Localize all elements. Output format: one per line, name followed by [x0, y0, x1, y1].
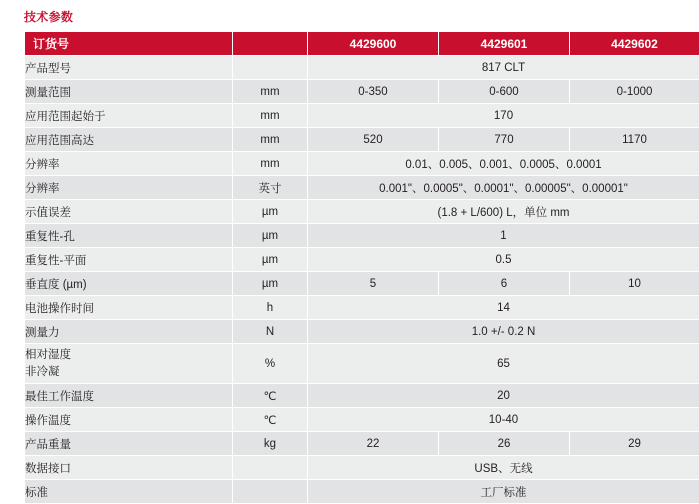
row-unit: ℃ — [233, 384, 308, 408]
row-label: 产品重量 — [25, 432, 233, 456]
row-unit: h — [233, 296, 308, 320]
row-label: 产品型号 — [25, 56, 233, 80]
row-value-all: 0.001"、0.0005"、0.0001"、0.00005"、0.00001" — [308, 176, 699, 200]
row-unit: µm — [233, 248, 308, 272]
row-label: 应用范围高达 — [25, 128, 233, 152]
row-value-1: 520 — [308, 128, 439, 152]
row-label: 测量力 — [25, 320, 233, 344]
column-header-unit — [233, 32, 308, 56]
column-header-article-4429602: 4429602 — [570, 32, 699, 56]
table-row — [25, 128, 699, 152]
row-value-1: 0-350 — [308, 80, 439, 104]
row-unit: N — [233, 320, 308, 344]
table-row — [25, 480, 699, 504]
row-unit: µm — [233, 200, 308, 224]
row-value-all: USB、无线 — [308, 456, 699, 480]
row-label: 测量范围 — [25, 80, 233, 104]
row-label: 重复性-孔 — [25, 224, 233, 248]
table-row — [25, 344, 699, 384]
row-value-2: 6 — [439, 272, 570, 296]
table-row — [25, 224, 699, 248]
row-value-all: 817 CLT — [308, 56, 699, 80]
row-unit: % — [233, 344, 308, 384]
row-label: 相对湿度 — [25, 347, 232, 364]
row-value-all: 65 — [308, 344, 699, 384]
table-row — [25, 200, 699, 224]
row-value-2: 26 — [439, 432, 570, 456]
table-row — [25, 320, 699, 344]
row-value-all: 20 — [308, 384, 699, 408]
table-row — [25, 176, 699, 200]
table-body — [25, 56, 699, 504]
row-value-3: 10 — [570, 272, 699, 296]
table-row — [25, 384, 699, 408]
row-value-all: 170 — [308, 104, 699, 128]
row-value-all: 0.5 — [308, 248, 699, 272]
row-value-3: 1170 — [570, 128, 699, 152]
row-unit — [233, 480, 308, 504]
table-row — [25, 296, 699, 320]
table-row — [25, 104, 699, 128]
row-unit: 英寸 — [233, 176, 308, 200]
row-unit — [233, 456, 308, 480]
table-row — [25, 56, 699, 80]
table-header — [25, 32, 699, 56]
table-row — [25, 152, 699, 176]
row-label: 垂直度 (µm) — [25, 272, 233, 296]
row-unit: mm — [233, 104, 308, 128]
row-unit: µm — [233, 272, 308, 296]
row-value-all: 1 — [308, 224, 699, 248]
row-value-3: 0-1000 — [570, 80, 699, 104]
technical-specifications-table — [24, 31, 699, 504]
row-value-2: 770 — [439, 128, 570, 152]
row-unit: mm — [233, 152, 308, 176]
row-unit — [233, 56, 308, 80]
row-label: 标准 — [25, 480, 233, 504]
row-label: 数据接口 — [25, 456, 233, 480]
row-value-all: 10-40 — [308, 408, 699, 432]
row-unit: µm — [233, 224, 308, 248]
row-label: 电池操作时间 — [25, 296, 233, 320]
row-value-all: 0.01、0.005、0.001、0.0005、0.0001 — [308, 152, 699, 176]
table-row — [25, 432, 699, 456]
table-header-row — [25, 32, 699, 56]
column-header-article-4429601: 4429601 — [439, 32, 570, 56]
row-label-secondary: 非冷凝 — [25, 364, 232, 381]
row-label: 最佳工作温度 — [25, 384, 233, 408]
row-label: 应用范围起始于 — [25, 104, 233, 128]
row-unit: mm — [233, 80, 308, 104]
row-value-all: (1.8 + L/600) L，单位 mm — [308, 200, 699, 224]
row-label: 示值误差 — [25, 200, 233, 224]
row-label: 分辨率 — [25, 176, 233, 200]
column-header-order-number: 订货号 — [25, 32, 233, 56]
row-label: 重复性-平面 — [25, 248, 233, 272]
row-value-3: 29 — [570, 432, 699, 456]
row-value-1: 5 — [308, 272, 439, 296]
row-unit: ℃ — [233, 408, 308, 432]
column-header-article-4429600: 4429600 — [308, 32, 439, 56]
row-unit: mm — [233, 128, 308, 152]
table-row — [25, 80, 699, 104]
table-row — [25, 456, 699, 480]
row-value-all: 工厂标准 — [308, 480, 699, 504]
row-value-all: 14 — [308, 296, 699, 320]
row-unit: kg — [233, 432, 308, 456]
row-label: 分辨率 — [25, 152, 233, 176]
table-row — [25, 248, 699, 272]
row-value-1: 22 — [308, 432, 439, 456]
table-row — [25, 408, 699, 432]
table-row — [25, 272, 699, 296]
row-label-humidity — [25, 344, 233, 384]
page-title: 技术参数 — [0, 0, 699, 31]
row-label: 操作温度 — [25, 408, 233, 432]
row-value-all: 1.0 +/- 0.2 N — [308, 320, 699, 344]
row-value-2: 0-600 — [439, 80, 570, 104]
